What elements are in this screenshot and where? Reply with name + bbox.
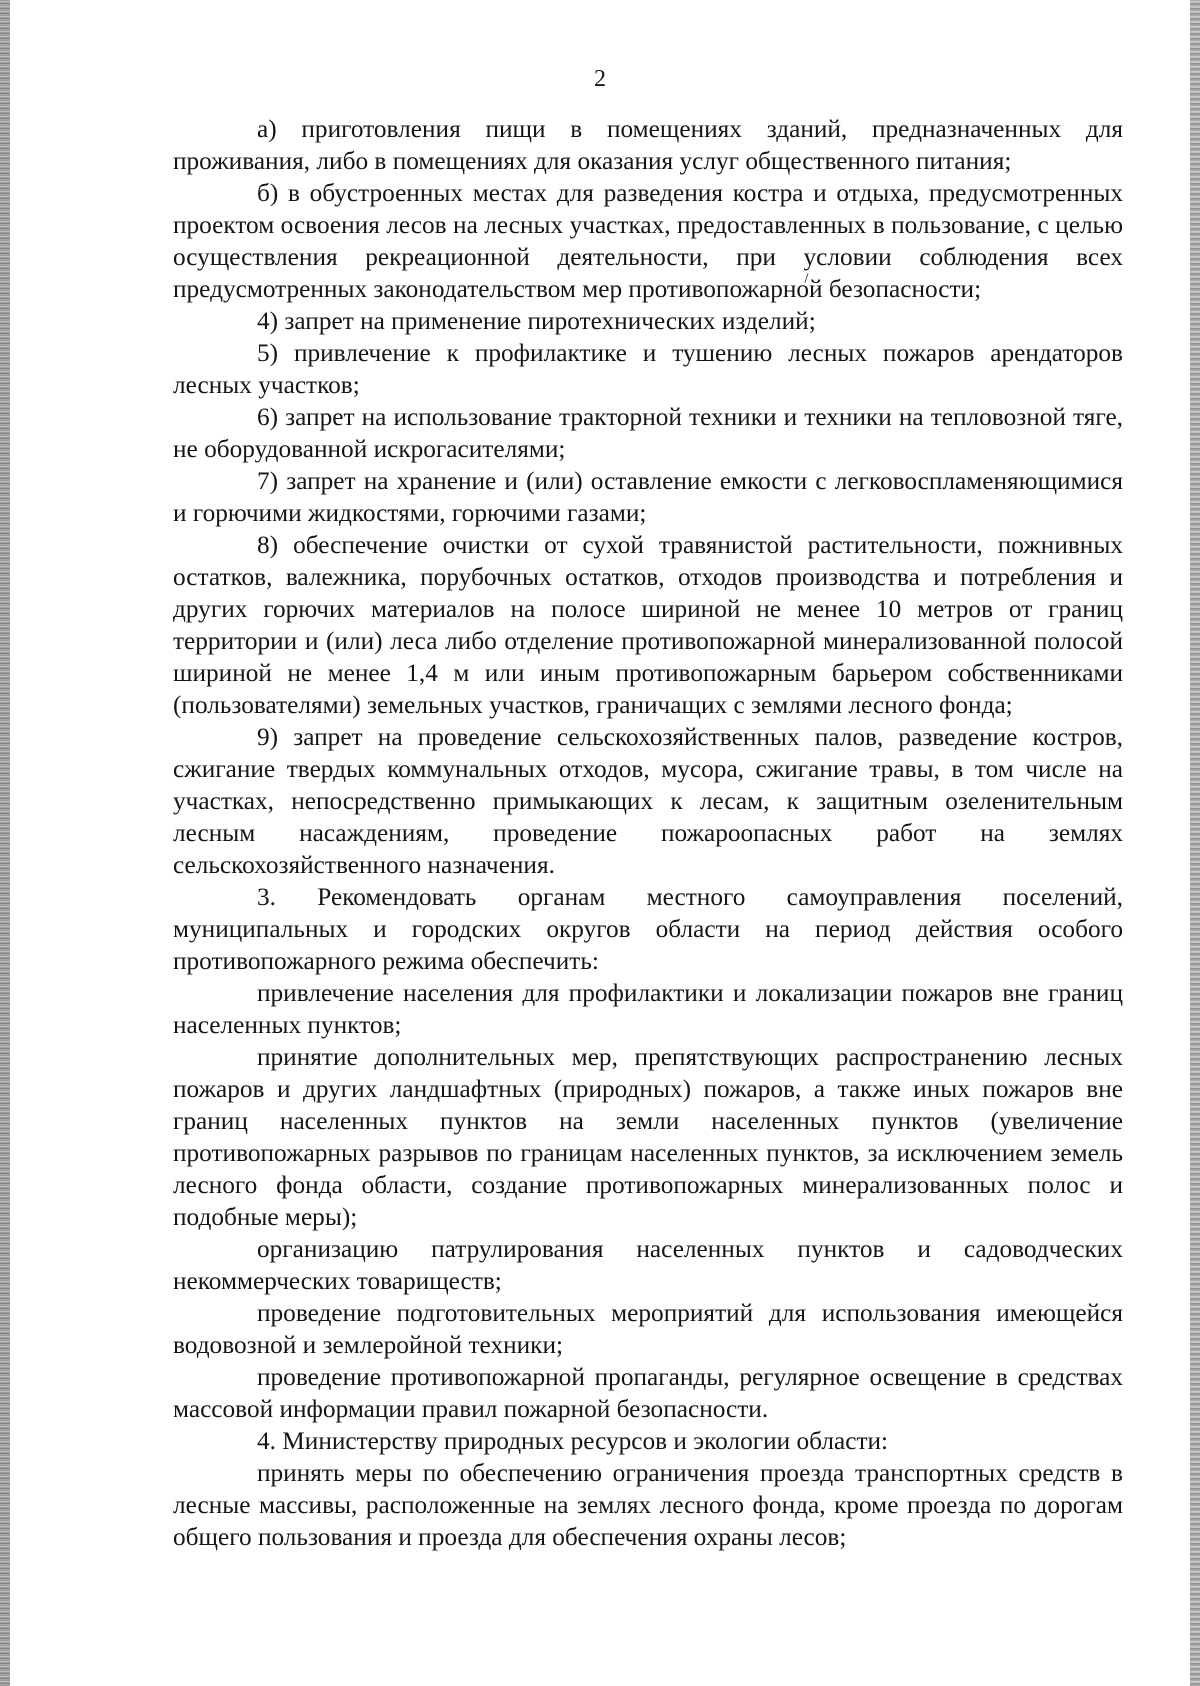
paragraph-3-item-4: проведение подготовительных мероприятий для использования имеющейся водовозной и землеройной техники; — [173, 1299, 1123, 1359]
paragraph-5: 5) привлечение к профилактике и тушению лесных пожаров арендаторов лесных участков; — [173, 339, 1123, 399]
body-text — [173, 113, 1123, 1553]
paragraph-section-3: 3. Рекомендовать органам местного самоуправления поселений, муниципальных и городских округов области на период действия особого противопожарного режима обеспечить: — [173, 883, 1123, 975]
paragraph-7: 7) запрет на хранение и (или) оставление емкости с легковоспламеняющимися и горючими жидкостями, горючими газами; — [173, 467, 1123, 527]
paragraph-3-item-5: проведение противопожарной пропаганды, регулярное освещение в средствах массовой информации правил пожарной безопасности. — [173, 1363, 1123, 1423]
paragraph-3-item-1: привлечение населения для профилактики и локализации пожаров вне границ населенных пунктов; — [173, 979, 1123, 1039]
paragraph-9: 9) запрет на проведение сельскохозяйственных палов, разведение костров, сжигание твердых коммунальных отходов, мусора, сжигание травы, в том числе на участках, непосредственно примыкающих к лесам, к защитным озеленительным лесным насаждениям, проведение пожароопасных работ на землях сельскохозяйственного назначения. — [173, 723, 1123, 879]
paragraph-section-4: 4. Министерству природных ресурсов и экологии области: — [257, 1427, 889, 1455]
paragraph-a: а) приготовления пищи в помещениях зданий, предназначенных для проживания, либо в помещениях для оказания услуг общественного питания; — [173, 115, 1123, 175]
page-number: 2 — [594, 66, 606, 92]
paragraph-3-item-2: принятие дополнительных мер, препятствующих распространению лесных пожаров и других ландшафтных (природных) пожаров, а также иных пожаров вне границ населенных пунктов на земли населенных пунктов (увеличение противопожарных разрывов по границам населенных пунктов, за исключением земель лесного фонда области, создание противопожарных минерализованных полос и подобные меры); — [173, 1043, 1123, 1231]
paragraph-4: 4) запрет на применение пиротехнических изделий; — [257, 307, 816, 335]
paragraph-4-item-1: принять меры по обеспечению ограничения проезда транспортных средств в лесные массивы, расположенные на землях лесного фонда, кроме проезда по дорогам общего пользования и проезда для обеспечения охраны лесов; — [173, 1459, 1123, 1551]
paragraph-3-item-3: организацию патрулирования населенных пунктов и садоводческих некоммерческих товариществ; — [173, 1235, 1123, 1295]
paragraph-8: 8) обеспечение очистки от сухой травянистой растительности, пожнивных остатков, валежника, порубочных остатков, отходов производства и потребления и других горючих материалов на полосе шириной не менее 10 метров от границ территории и (или) леса либо отделение противопожарной минерализованной полосой шириной не менее 1,4 м или иным противопожарным барьером собственниками (пользователями) земельных участков, граничащих с землями лесного фонда; — [173, 531, 1123, 719]
scan-edge-right — [1190, 0, 1200, 1686]
document-page — [10, 0, 1190, 1686]
scan-edge-left — [0, 0, 10, 1686]
paragraph-b: б) в обустроенных местах для разведения костра и отдыха, предусмотренных проектом освоения лесов на лесных участках, предоставленных в пользование, с целью осуществления рекреационной деятельности, при условии соблюдения всех предусмотренных законодательством мер противопожарной безопасности; — [173, 179, 1123, 303]
paragraph-6: 6) запрет на использование тракторной техники и техники на тепловозной тяге, не оборудованной искрогасителями; — [173, 403, 1123, 463]
